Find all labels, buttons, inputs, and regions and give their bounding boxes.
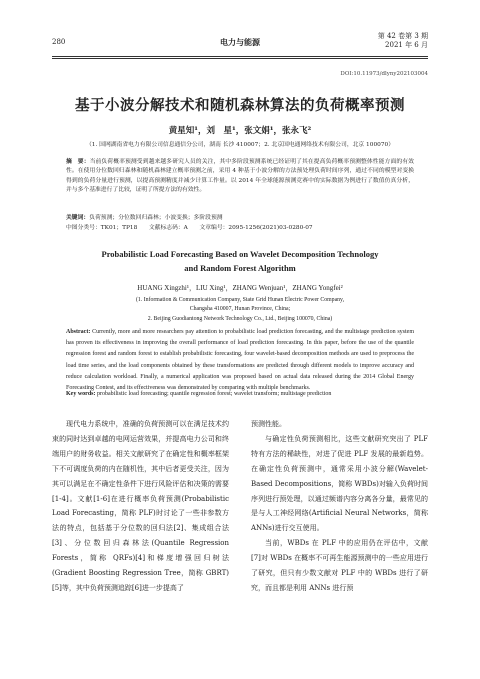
doi: DOI:10.11973/dlyny202103004 [340,71,428,77]
abstract-en [66,327,414,394]
affiliation-en-line2: Changsha 410007, Hunan Province, China; [189,306,291,313]
title-cn: 基于小波分解技术和随机森林算法的负荷概率预测 [75,97,405,114]
authors-en: HUANG Xingzhi¹，LIU Xing¹，ZHANG Wenjuan¹，ZHANG Yongfei² [137,284,343,292]
keywords-cn-label: 关键词： [66,215,90,221]
affiliation-cn: （1. 国网湖南省电力有限公司信息通信分公司，湖南 长沙 410007；2. 北京国电通网络技术有限公司，北京 100070） [85,142,394,148]
abstract-en-text: Currently, more and more researchers pay attention to probabilistic load prediction forecasting, and the multistage prediction system has proven its effectiveness in improving the overall performance of load prediction forecasting. In this paper, before the use of the quantile regression forest and random forest to establish probabilistic forecasting, four wavelet-based decomposition methods are used to preprocess the load time series, and the load components obtained by these transformations are predicted through different models to improve accuracy and reduce calculation workload. Finally, a numerical application was proposed based on actual data released during the 2014 Global Energy Forecasting Contest, and its effectiveness was demonstrated by comparing with multiple benchmarks. [66,329,415,392]
body-column-left [52,417,229,596]
body-column-right [251,417,428,596]
issue-info [378,32,428,50]
body-paragraph: 与确定性负荷预测相比，这些文献研究突出了 PLF 特有方法的稀缺性，对进了促进 PLF 发展的最新趋势。在确定性负荷预测中，通常采用小波分解(Wavelet-Based Decompositions，简称 WBDs)对输入负荷时间序列进行预处理，以通过频谱内容分离各分量，最常见的是与人工神经网络(Artificial Neural Networks，简称 ANNs)进行交互使用。 [251,434,428,533]
body-paragraph: 当前，WBDs 在 PLF 中的应用仍在评估中，文献[7]对 WBDs 在概率不可再生能源预测中的一些应用进行了研究，但只有少数文献对 PLF 中的 WBDs 进行了研究，而且都是利用 ANNs 进行预 [251,539,428,592]
abstract-cn-label: 摘 要： [66,159,90,165]
abstract-cn [66,158,414,195]
title-en-line2: and Random Forest Algorithm [184,263,296,273]
affiliation-en-line1: (1. Information & Communication Company, State Grid Hunan Electric Power Company, [135,297,345,303]
title-en-line1: Probabilistic Load Forecasting Based on Wavelet Decomposition Technology [101,249,379,259]
affiliation-en [52,296,428,324]
keywords-en-label: Key words: [66,391,96,397]
volume-issue: 第 42 卷第 3 期 [377,32,428,40]
abstract-en-label: Abstract: [66,329,91,335]
journal-name: 电力与能源 [220,37,260,47]
keywords-en-text: probabilistic load forecasting; quantile regression forest; wavelet transform; multistage prediction [97,391,332,397]
keywords-cn-text: 负荷预测；分位数回归森林；小波变换；多阶段预测 [89,215,223,221]
header-rule [52,56,428,57]
header-rule-2 [52,58,428,59]
classification-cn: 中图分类号：TK01；TP18 文献标志码：A 文章编号：2095-1256(2021)03-0280-07 [66,225,313,231]
page-header [52,30,428,56]
title-en [52,247,428,275]
body-paragraph: 预测性能。 [251,420,286,428]
keywords-cn [66,214,414,223]
body-paragraph: 现代电力系统中，准确的负荷预测可以在满足技术约束的同时达到卓越的电网运营效果，并提高电力公司和终端用户的财务收益。相关文献研究了在确定性和概率框架下不可调度负荷的内在随机性，其中后者更受关注，因为其可以满足在不确定性条件下进行风险评估和决策的需要[1-4]。文献[1-6]在进行概率负荷预测(Probabilistic Load Forecasting，简称 PLF)时讨论了一些非参数方法的特点，包括基于分位数的回归法[2]、集成组合法[3]、分位数回归森林法(Quantile Regression Forests，简称 QRFs)[4]和梯度增强回归树法(Gradient Boosting Regression Tree，简称 GBRT)[5]等，其中负荷预测追踪[6]进一步提高了 [52,420,229,592]
keywords-en [66,389,414,400]
affiliation-en-line3: 2. Beijing Guodiantong Network Technology Co., Ltd., Beijing 100070, China) [147,315,333,322]
issue-date: 2021 年 6 月 [385,41,428,49]
authors-cn: 黄星知¹，刘 星¹，张文娟¹，张永飞² [168,126,312,136]
abstract-cn-text: 当前负荷概率预测受到越来越多研究人员的关注，其中多阶段预测系统已经证明了其在提高负荷概率预测整体性能方面的有效性。在使用分位数回归森林和随机森林建立概率预测之前，采用 4 种基于小波分解的方法预处理负荷时间序列，通过不同的模型对变换得到的负荷分量进行预测，以提高预测精度并减少计算工作量。以 2014 年全球能源预测竞赛中的实际数据为例进行了数值仿真分析，并与多个基准进行了比较，证明了所提方法的有效性。 [66,159,414,193]
page-number: 280 [52,38,66,46]
